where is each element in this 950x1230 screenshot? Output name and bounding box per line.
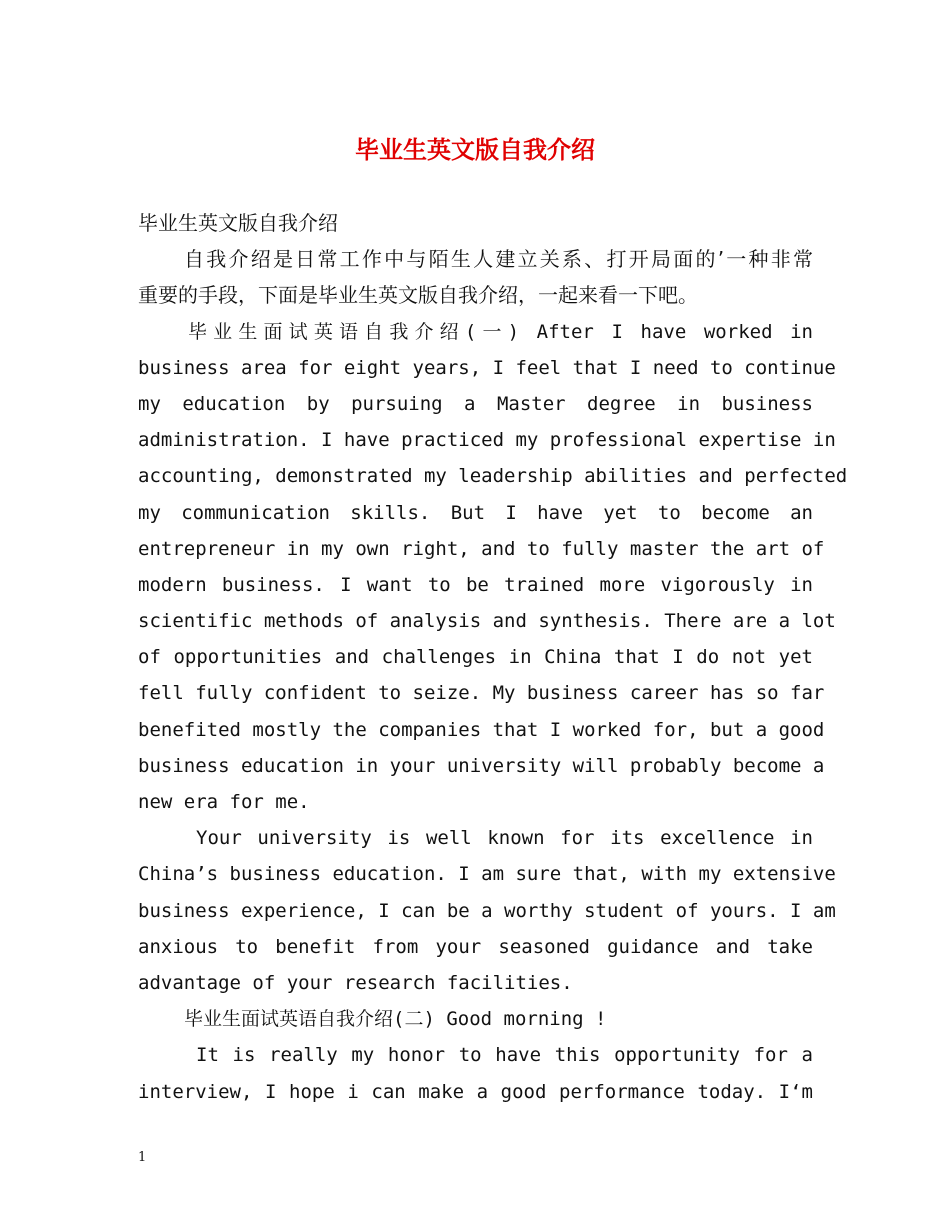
paragraph-line: business education in your university will probably become a	[138, 754, 825, 777]
paragraph-line: business area for eight years, I feel that I need to continue	[138, 356, 836, 379]
paragraph-line: It is really my honor to have this opportunity for a	[196, 1044, 813, 1067]
paragraph-line: anxious to benefit from your seasoned guidance and take	[138, 935, 813, 958]
paragraph-line: of opportunities and challenges in China that I do not yet	[138, 646, 813, 669]
paragraph-line: advantage of your research facilities.	[138, 971, 573, 994]
page-number: 1	[138, 1150, 147, 1165]
paragraph-line: China’s business education. I am sure that, with my extensive	[138, 863, 836, 886]
paragraph-line: Your university is well known for its excellence in	[196, 827, 813, 850]
intro-line: 自我介绍是日常工作中与陌生人建立关系、打开局面的’一种非常	[184, 247, 813, 272]
intro-line: 重要的手段，下面是毕业生英文版自我介绍，一起来看一下吧。	[138, 283, 698, 308]
paragraph-line: new era for me.	[138, 791, 310, 813]
paragraph-line: my communication skills. But I have yet to become an	[138, 501, 813, 524]
paragraph-line: entrepreneur in my own right, and to fully master the art of	[138, 537, 825, 560]
section-heading: 毕业生面试英语自我介绍(二) Good morning !	[184, 1008, 607, 1031]
paragraph-line: scientific methods of analysis and synthesis. There are a lot	[138, 610, 836, 633]
paragraph-line: 毕业生面试英语自我介绍(一) After I have worked in	[188, 320, 813, 343]
paragraph-line: fell fully confident to seize. My business career has so far	[138, 682, 825, 705]
document-title: 毕业生英文版自我介绍	[355, 136, 595, 164]
section-heading: 毕业生英文版自我介绍	[138, 211, 338, 235]
paragraph-line: interview, I hope i can make a good performance today. I‘m	[138, 1080, 813, 1103]
document-body	[138, 205, 848, 1110]
paragraph-line: modern business. I want to be trained more vigorously in	[138, 573, 813, 596]
paragraph-line: accounting, demonstrated my leadership abilities and perfected	[138, 465, 848, 488]
paragraph-line: my education by pursuing a Master degree in business	[138, 392, 813, 415]
paragraph-line: business experience, I can be a worthy student of yours. I am	[138, 899, 836, 922]
paragraph-line: administration. I have practiced my professional expertise in	[138, 429, 836, 452]
paragraph-line: benefited mostly the companies that I worked for, but a good	[138, 718, 825, 741]
